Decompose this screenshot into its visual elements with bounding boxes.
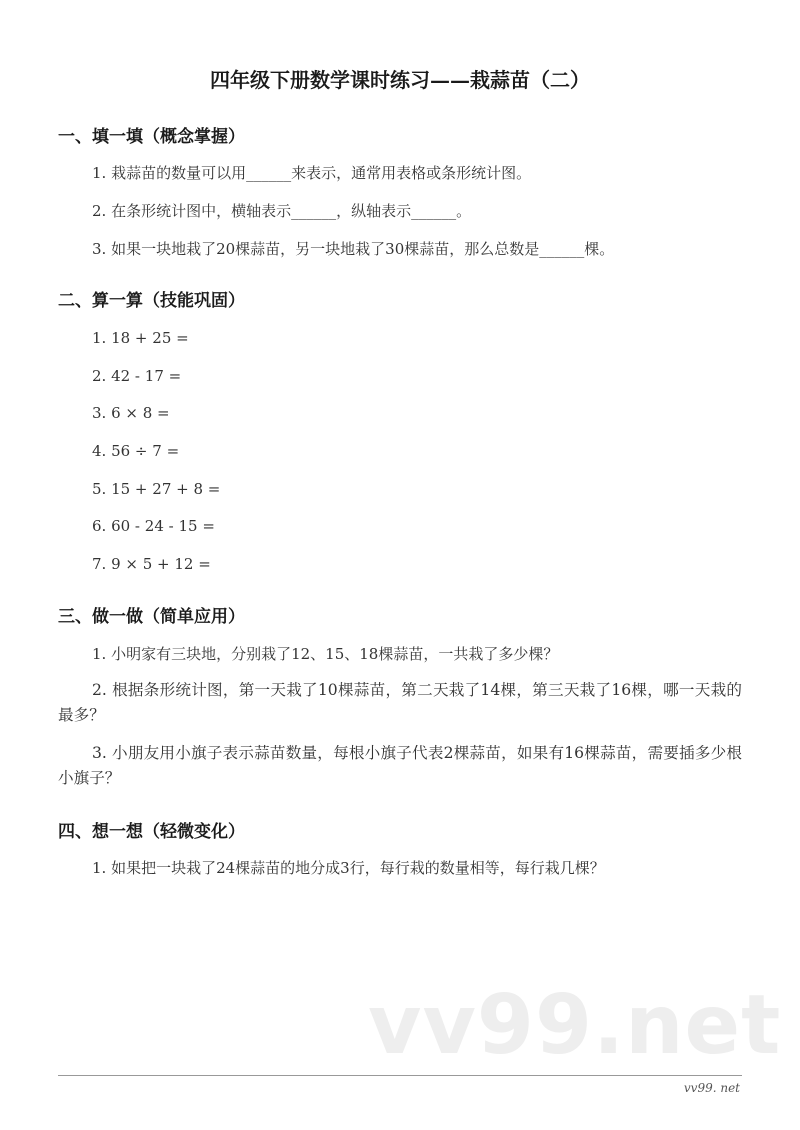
list-item: 5. 15 + 27 + 8 = <box>92 480 221 498</box>
list-item: 2. 根据条形统计图，第一天栽了10棵蒜苗，第二天栽了14棵，第三天栽了16棵，哪一天栽的最多？ <box>58 681 742 724</box>
page-title: 四年级下册数学课时练习——栽蒜苗（二） <box>210 68 590 92</box>
list-item: 3. 6 × 8 = <box>92 404 170 422</box>
section-heading-3: 三、做一做（简单应用） <box>58 607 245 627</box>
list-item: 7. 9 × 5 + 12 = <box>92 555 211 573</box>
footer-site: vv99. net <box>683 1081 740 1095</box>
list-item: 3. 小朋友用小旗子表示蒜苗数量，每根小旗子代表2棵蒜苗，如果有16棵蒜苗，需要插多少根小旗子？ <box>58 744 742 787</box>
section-heading-4: 四、想一想（轻微变化） <box>58 822 245 842</box>
list-item: 2. 42 - 17 = <box>92 367 182 385</box>
list-item: 4. 56 ÷ 7 = <box>92 442 180 460</box>
list-item: 1. 18 + 25 = <box>92 329 189 347</box>
footer-divider <box>58 1075 742 1076</box>
watermark: vv99.net <box>368 978 782 1073</box>
list-item: 1. 如果把一块栽了24棵蒜苗的地分成3行，每行栽的数量相等，每行栽几棵？ <box>92 859 605 877</box>
list-item: 1. 小明家有三块地，分别栽了12、15、18棵蒜苗，一共栽了多少棵？ <box>92 645 559 663</box>
list-item: 2. 在条形统计图中，横轴表示______，纵轴表示______。 <box>92 202 472 220</box>
section-heading-1: 一、填一填（概念掌握） <box>58 127 245 147</box>
list-item: 6. 60 - 24 - 15 = <box>92 517 215 535</box>
section-heading-2: 二、算一算（技能巩固） <box>58 291 245 311</box>
list-item: 3. 如果一块地栽了20棵蒜苗，另一块地栽了30棵蒜苗，那么总数是______棵。 <box>92 240 615 258</box>
list-item: 1. 栽蒜苗的数量可以用______来表示，通常用表格或条形统计图。 <box>92 164 532 182</box>
